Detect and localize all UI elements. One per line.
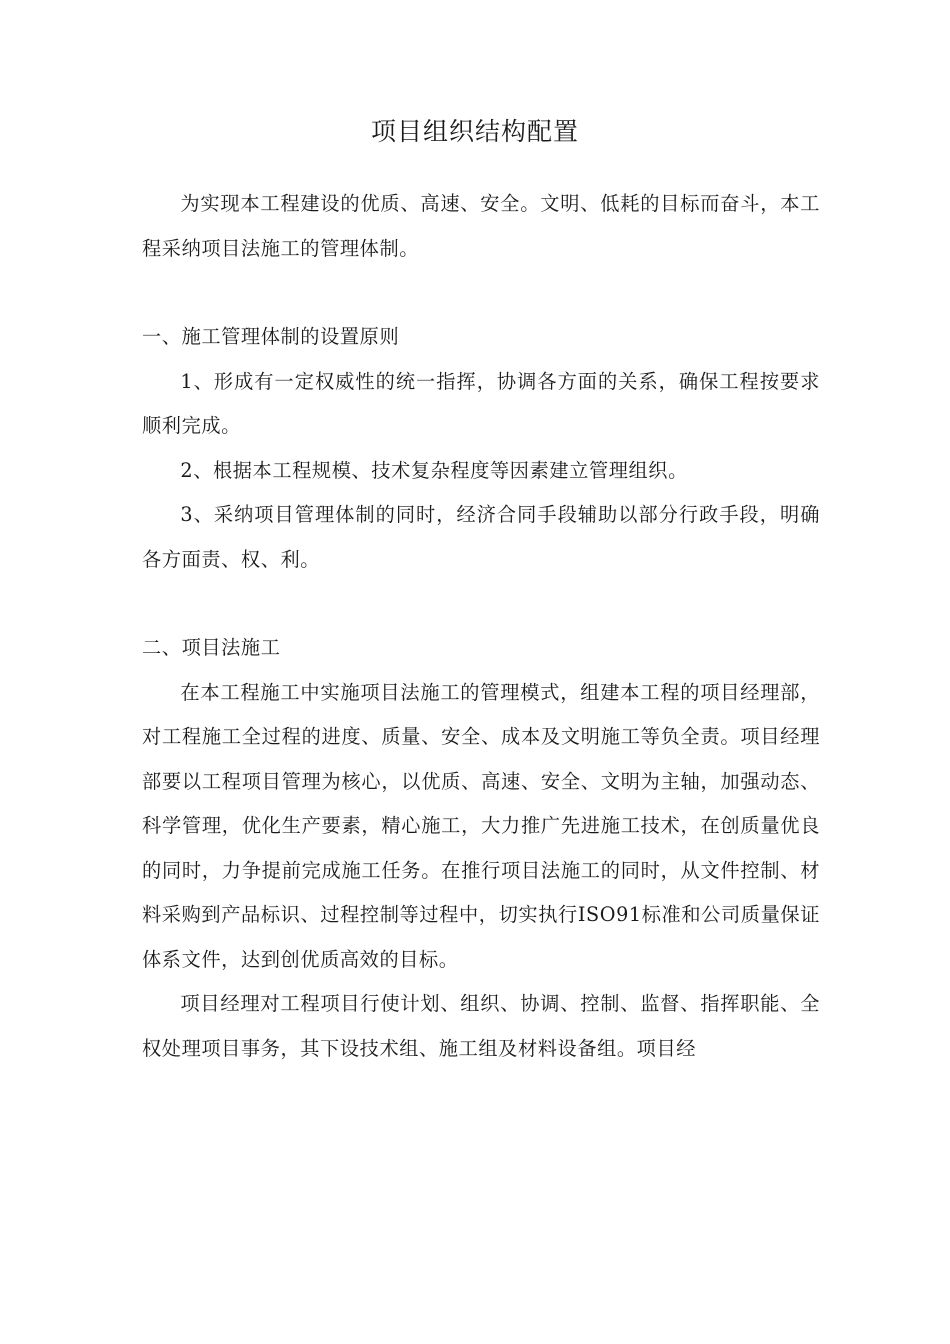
section2-paragraph-1: 在本工程施工中实施项目法施工的管理模式，组建本工程的项目经理部，对工程施工全过程的进度、质量、安全、成本及文明施工等负全责。项目经理部要以工程项目管理为核心，以优质、高速、安全、文明为主轴，加强动态、科学管理，优化生产要素，精心施工，大力推广先进施工技术，在创质量优良的同时，力争提前完成施工任务。在推行项目法施工的同时，从文件控制、材料采购到产品标识、过程控制等过程中，切实执行ISO91标准和公司质量保证体系文件，达到创优质高效的目标。 bbox=[142, 680, 820, 971]
section2-heading: 二、项目法施工 bbox=[142, 636, 281, 659]
section2-paragraph-2: 项目经理对工程项目行使计划、组织、协调、控制、监督、指挥职能、全权处理项目事务，其下设技术组、施工组及材料设备组。项目经 bbox=[142, 992, 820, 1060]
document-body bbox=[142, 182, 820, 1071]
intro-paragraph: 为实现本工程建设的优质、高速、安全。文明、低耗的目标而奋斗，本工程采纳项目法施工的管理体制。 bbox=[142, 192, 820, 260]
spacer bbox=[142, 582, 820, 626]
section1-item-1: 1、形成有一定权威性的统一指挥，协调各方面的关系，确保工程按要求顺利完成。 bbox=[142, 369, 820, 437]
section1-item-3: 3、采纳项目管理体制的同时，经济合同手段辅助以部分行政手段，明确各方面责、权、利。 bbox=[142, 503, 820, 571]
spacer bbox=[142, 271, 820, 315]
section1-item-2: 2、根据本工程规模、技术复杂程度等因素建立管理组织。 bbox=[180, 458, 688, 482]
document-title: 项目组织结构配置 bbox=[370, 117, 579, 146]
section1-heading: 一、施工管理体制的设置原则 bbox=[142, 325, 400, 348]
